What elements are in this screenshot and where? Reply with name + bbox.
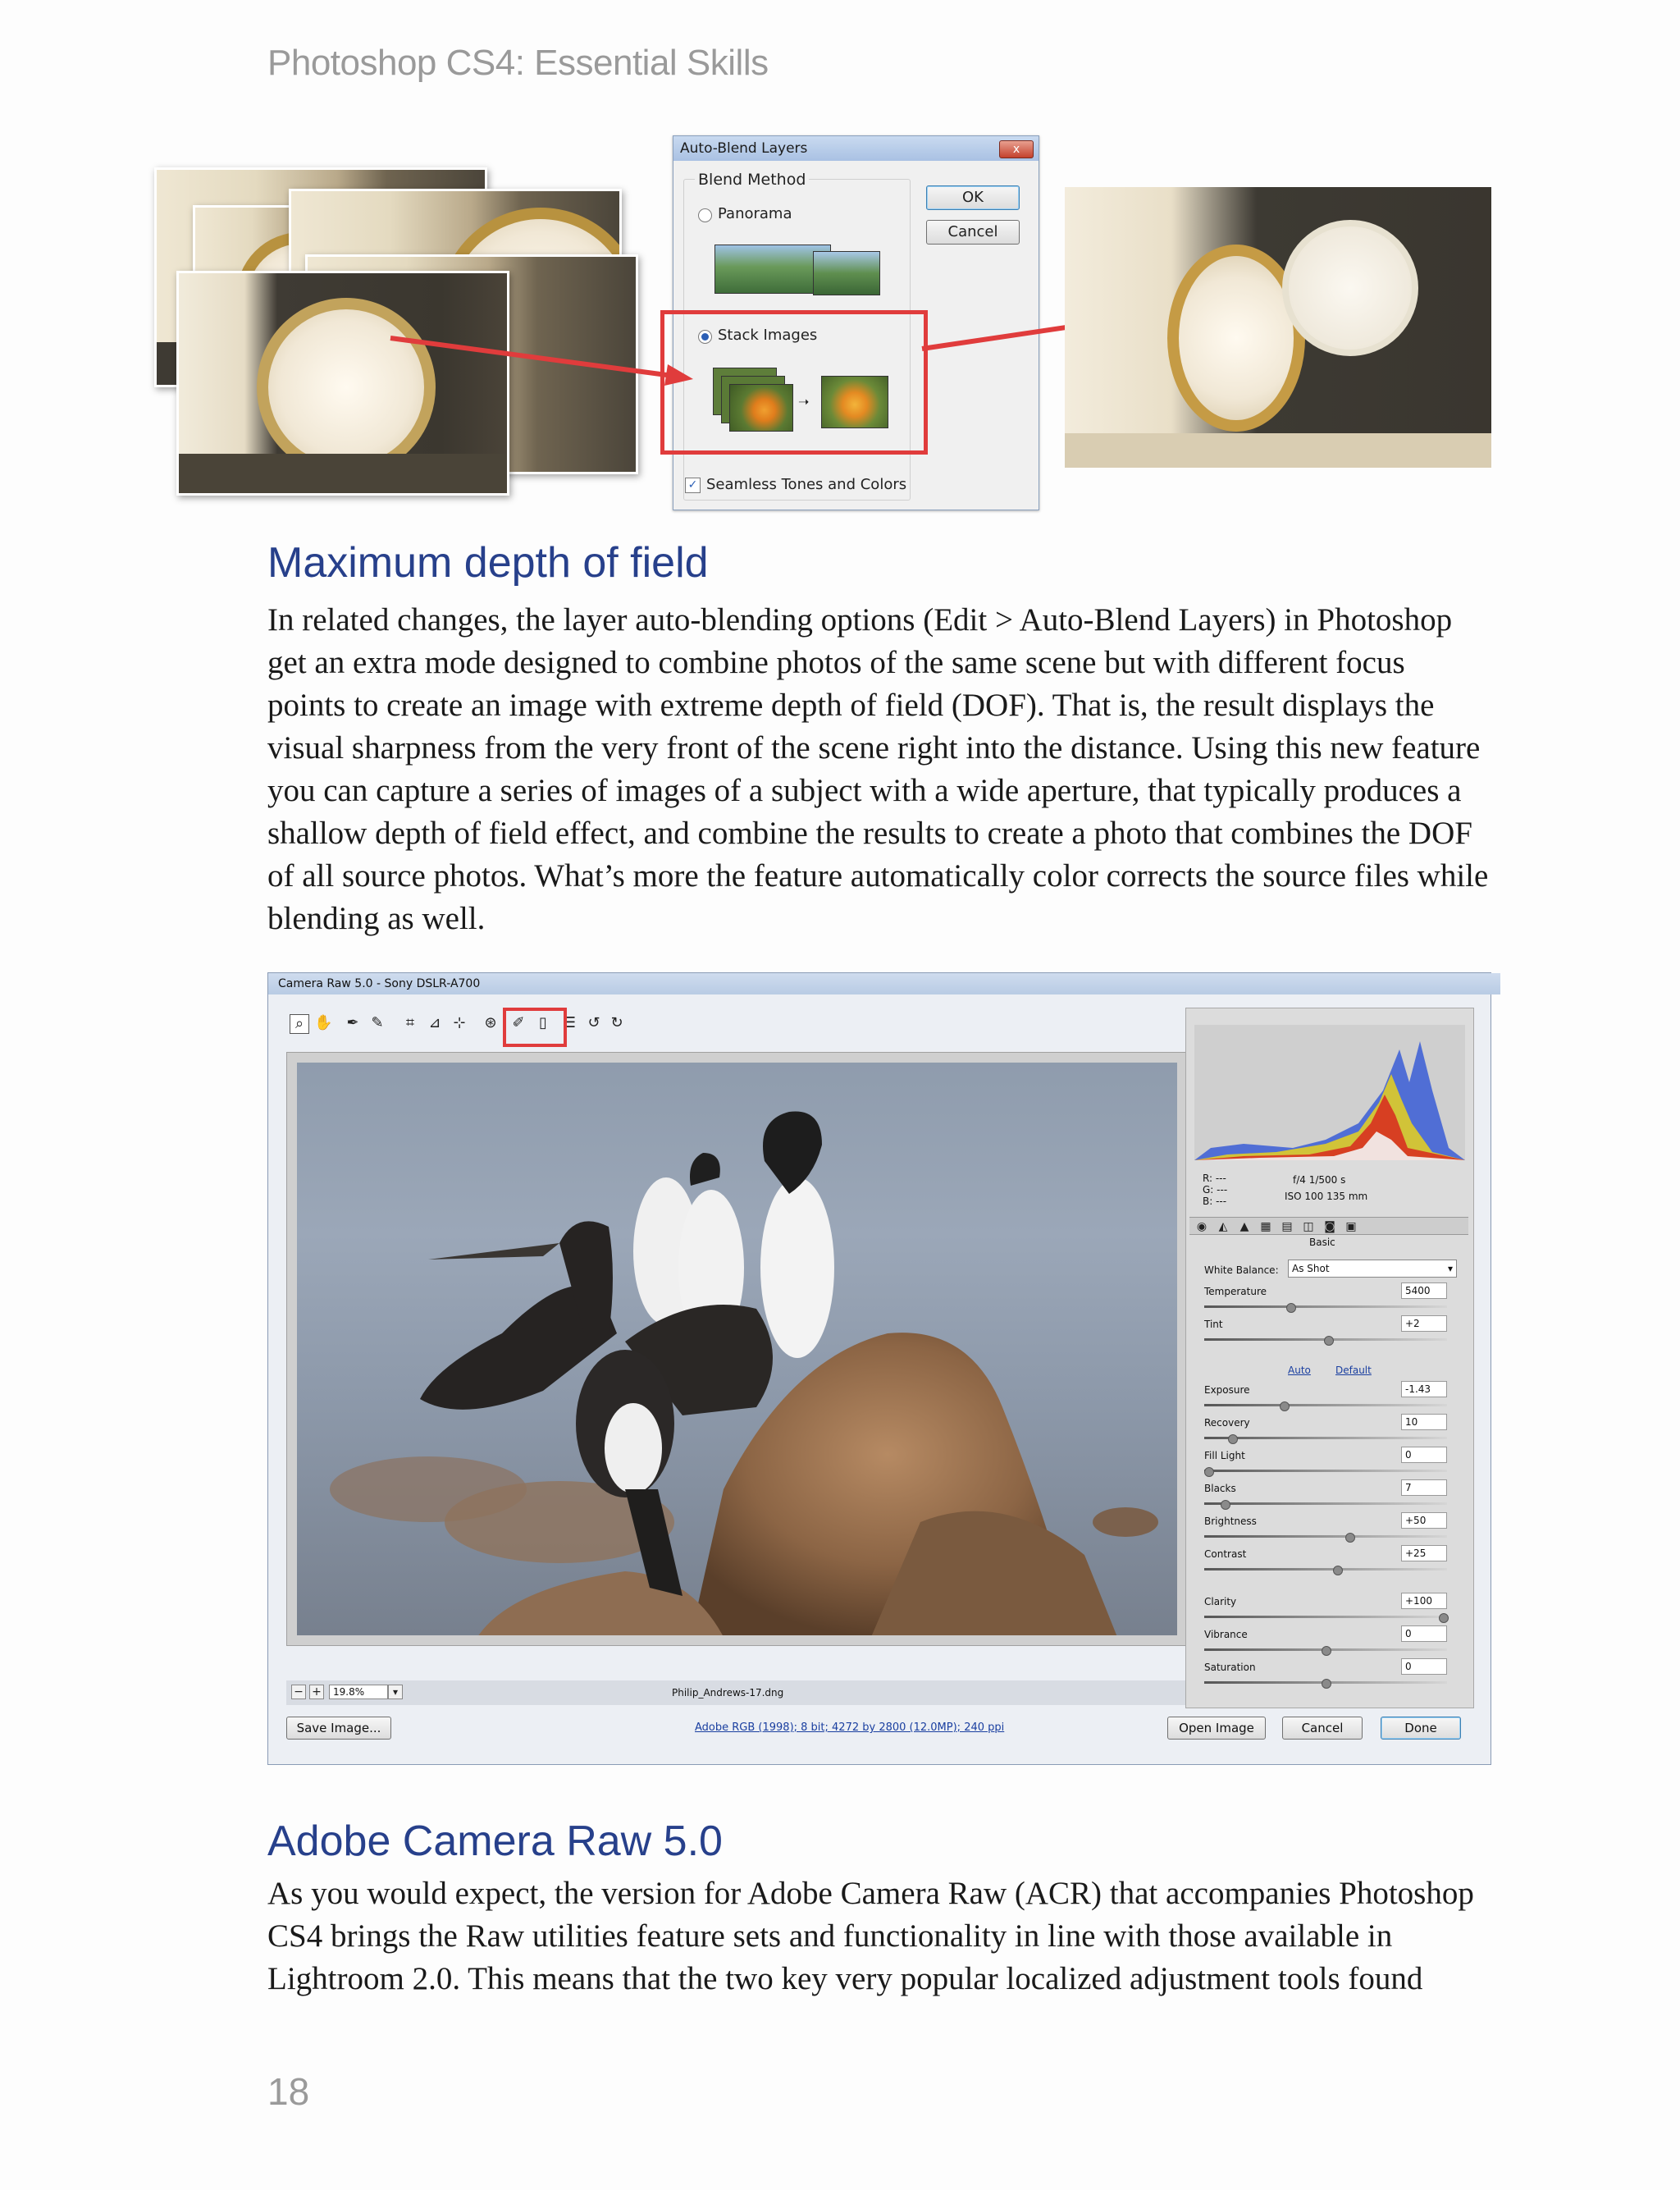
slider-value-field[interactable]: 0 <box>1401 1447 1447 1463</box>
slider-value-field[interactable]: -1.43 <box>1401 1381 1447 1397</box>
slider-row <box>1204 1483 1459 1516</box>
aperture-shutter: f/4 1/500 s <box>1293 1174 1346 1186</box>
slider-value-field[interactable]: 0 <box>1401 1625 1447 1642</box>
slider-value-field[interactable]: +2 <box>1401 1315 1447 1332</box>
slider-label: Fill Light <box>1204 1450 1245 1461</box>
slider-row <box>1204 1286 1459 1319</box>
tab-basic-icon[interactable]: ◉ <box>1196 1220 1208 1233</box>
auto-link[interactable]: Auto <box>1288 1365 1311 1376</box>
section-heading-depth-of-field: Maximum depth of field <box>267 539 709 587</box>
slider-label: Brightness <box>1204 1516 1257 1527</box>
slider-value-field[interactable]: +25 <box>1401 1545 1447 1561</box>
slider-label: Contrast <box>1204 1548 1247 1560</box>
slider-track[interactable] <box>1204 1437 1447 1439</box>
slider-value-field[interactable]: 0 <box>1401 1658 1447 1675</box>
tab-split-tone-icon[interactable]: ▤ <box>1281 1220 1293 1233</box>
slider-track[interactable] <box>1204 1568 1447 1570</box>
slider-row <box>1204 1596 1459 1629</box>
cormorant-illustration <box>297 1063 1177 1635</box>
rotate-right-icon[interactable]: ↻ <box>610 1014 623 1031</box>
iso-focal-length: ISO 100 135 mm <box>1285 1191 1368 1202</box>
rgb-readout-b: B: --- <box>1203 1196 1227 1207</box>
seamless-tones-checkbox[interactable]: ✓ <box>685 478 701 493</box>
filename-label: Philip_Andrews-17.dng <box>672 1687 784 1699</box>
slider-row <box>1204 1516 1459 1548</box>
slider-label: Tint <box>1204 1319 1223 1330</box>
done-button[interactable]: Done <box>1381 1717 1461 1740</box>
running-head: Photoshop CS4: Essential Skills <box>267 43 769 83</box>
save-image-button[interactable]: Save Image... <box>286 1717 391 1740</box>
white-balance-select[interactable] <box>1288 1260 1457 1278</box>
section-body-camera-raw: As you would expect, the version for Adobe Camera Raw (ACR) that accompanies Photoshop CS4 brings the Raw utilities feature sets and functionality in line with those available in Lightroom 2.0. This means that the two key very popular localized adjustment tools found <box>267 1876 1474 1996</box>
section-body-depth-of-field: In related changes, the layer auto-blending options (Edit > Auto-Blend Layers) in Photoshop get an extra mode designed to combine photos of the same scene but with different focus points to create an image with extreme depth of field (DOF). That is, the result displays the visual sharpness from the very front of the scene right into the distance. Using this new feature you can capture a series of images of a subject with a wide aperture, that typically produces a shallow depth of field effect, and combine the results to create a photo that combines the DOF of all source photos. What’s more the feature automatically color corrects the source files while blending as well. <box>267 602 1489 936</box>
rotate-left-icon[interactable]: ↺ <box>587 1014 600 1031</box>
tab-detail-icon[interactable]: ▲ <box>1239 1220 1249 1233</box>
white-balance-tool-icon[interactable]: ✒ <box>346 1014 359 1031</box>
slider-knob[interactable] <box>1345 1533 1355 1543</box>
red-eye-tool-icon[interactable]: ⊛ <box>484 1014 497 1031</box>
zoom-in-button[interactable]: + <box>309 1685 324 1699</box>
slider-track[interactable] <box>1204 1404 1447 1406</box>
adjustment-panel <box>1185 1008 1474 1708</box>
slider-knob[interactable] <box>1280 1401 1290 1411</box>
slider-label: Exposure <box>1204 1384 1250 1396</box>
rgb-readout-g: G: --- <box>1203 1184 1228 1196</box>
stack-images-label: Stack Images <box>718 327 818 344</box>
white-balance-label: White Balance: <box>1204 1264 1279 1276</box>
retouch-tool-icon[interactable]: ⊹ <box>453 1014 466 1031</box>
slider-value-field[interactable]: 5400 <box>1401 1282 1447 1299</box>
zoom-level-field[interactable]: 19.8% <box>329 1685 388 1699</box>
color-sampler-tool-icon[interactable]: ✎ <box>371 1014 384 1031</box>
tab-camera-calibration-icon[interactable]: ◙ <box>1324 1220 1335 1233</box>
tab-lens-icon[interactable]: ◫ <box>1303 1220 1314 1233</box>
slider-value-field[interactable]: +100 <box>1401 1593 1447 1609</box>
seamless-tones-label: Seamless Tones and Colors <box>706 476 907 493</box>
panorama-label: Panorama <box>718 205 792 222</box>
cancel-button[interactable]: Cancel <box>926 220 1020 245</box>
default-link[interactable]: Default <box>1335 1365 1372 1376</box>
slider-row <box>1204 1629 1459 1662</box>
histogram-graph <box>1194 1025 1465 1160</box>
slider-track[interactable] <box>1204 1535 1447 1538</box>
slider-knob[interactable] <box>1204 1467 1214 1477</box>
crop-tool-icon[interactable]: ⌗ <box>405 1014 415 1031</box>
arrow-glyph: ➝ <box>798 394 810 409</box>
slider-knob[interactable] <box>1324 1336 1334 1346</box>
slider-knob[interactable] <box>1333 1566 1343 1575</box>
workflow-options-link[interactable]: Adobe RGB (1998); 8 bit; 4272 by 2800 (12.0MP); 240 ppi <box>695 1721 1005 1734</box>
slider-label: Temperature <box>1204 1286 1267 1297</box>
page-number: 18 <box>267 2070 310 2113</box>
dialog-close-button[interactable]: x <box>999 140 1034 158</box>
slider-knob[interactable] <box>1221 1500 1230 1510</box>
rgb-readout-r: R: --- <box>1203 1173 1226 1184</box>
open-image-button[interactable]: Open Image <box>1167 1717 1266 1740</box>
slider-knob[interactable] <box>1228 1434 1238 1444</box>
chevron-down-icon: ▾ <box>1447 1263 1453 1274</box>
local-adjust-tools-highlight <box>503 1008 567 1047</box>
hand-tool-icon[interactable]: ✋ <box>314 1014 333 1031</box>
panel-name: Basic <box>1309 1237 1335 1248</box>
camera-raw-title: Camera Raw 5.0 - Sony DSLR-A700 <box>268 973 1500 994</box>
slider-row <box>1204 1319 1459 1351</box>
slider-value-field[interactable]: 10 <box>1401 1414 1447 1430</box>
slider-knob[interactable] <box>1439 1613 1449 1623</box>
tab-presets-icon[interactable]: ▣ <box>1345 1220 1357 1233</box>
straighten-tool-icon[interactable]: ⊿ <box>428 1014 441 1031</box>
slider-row <box>1204 1417 1459 1450</box>
slider-knob[interactable] <box>1286 1303 1296 1313</box>
zoom-dropdown-icon[interactable]: ▾ <box>388 1685 403 1699</box>
dialog-title: Auto-Blend Layers <box>673 136 1039 161</box>
cormorant-photo <box>297 1063 1177 1635</box>
slider-knob[interactable] <box>1322 1679 1331 1689</box>
slider-row <box>1204 1548 1459 1581</box>
slider-row <box>1204 1384 1459 1417</box>
slider-label: Clarity <box>1204 1596 1237 1607</box>
slider-label: Recovery <box>1204 1417 1250 1429</box>
graduated-filter-icon[interactable]: ▯ <box>539 1014 547 1031</box>
slider-label: Blacks <box>1204 1483 1236 1494</box>
slider-row <box>1204 1450 1459 1483</box>
arrow-to-dialog <box>386 328 697 386</box>
tab-hsl-icon[interactable]: ▦ <box>1260 1220 1271 1233</box>
stack-images-highlight <box>660 310 928 455</box>
slider-row <box>1204 1662 1459 1694</box>
slider-track[interactable] <box>1204 1502 1447 1505</box>
slider-label: Saturation <box>1204 1662 1256 1673</box>
slider-label: Vibrance <box>1204 1629 1248 1640</box>
slider-value-field[interactable]: 7 <box>1401 1479 1447 1496</box>
adjustment-brush-icon[interactable]: ✐ <box>512 1014 525 1031</box>
zoom-tool-icon[interactable]: ⌕ <box>290 1014 309 1034</box>
ok-button[interactable]: OK <box>926 185 1020 210</box>
camera-raw-window <box>267 972 1491 1765</box>
panorama-radio[interactable] <box>698 208 712 222</box>
section-heading-camera-raw: Adobe Camera Raw 5.0 <box>267 1817 723 1865</box>
zoom-out-button[interactable]: − <box>291 1685 306 1699</box>
white-balance-value: As Shot <box>1292 1263 1330 1274</box>
image-preview-area[interactable] <box>286 1052 1190 1646</box>
slider-knob[interactable] <box>1322 1646 1331 1656</box>
slider-track[interactable] <box>1204 1616 1447 1618</box>
slider-value-field[interactable]: +50 <box>1401 1512 1447 1529</box>
slider-track[interactable] <box>1204 1470 1447 1472</box>
preview-status-bar <box>286 1680 1189 1705</box>
blend-method-label: Blend Method <box>695 171 809 189</box>
tab-tone-curve-icon[interactable]: ◭ <box>1218 1220 1228 1233</box>
panorama-thumbnail-2 <box>813 251 880 295</box>
result-photo <box>1065 187 1491 468</box>
histogram <box>1194 1025 1465 1160</box>
slider-track[interactable] <box>1204 1305 1447 1308</box>
panel-tabs <box>1189 1217 1468 1235</box>
cancel-button[interactable]: Cancel <box>1282 1717 1363 1740</box>
preferences-icon[interactable]: ☰ <box>562 1014 577 1031</box>
